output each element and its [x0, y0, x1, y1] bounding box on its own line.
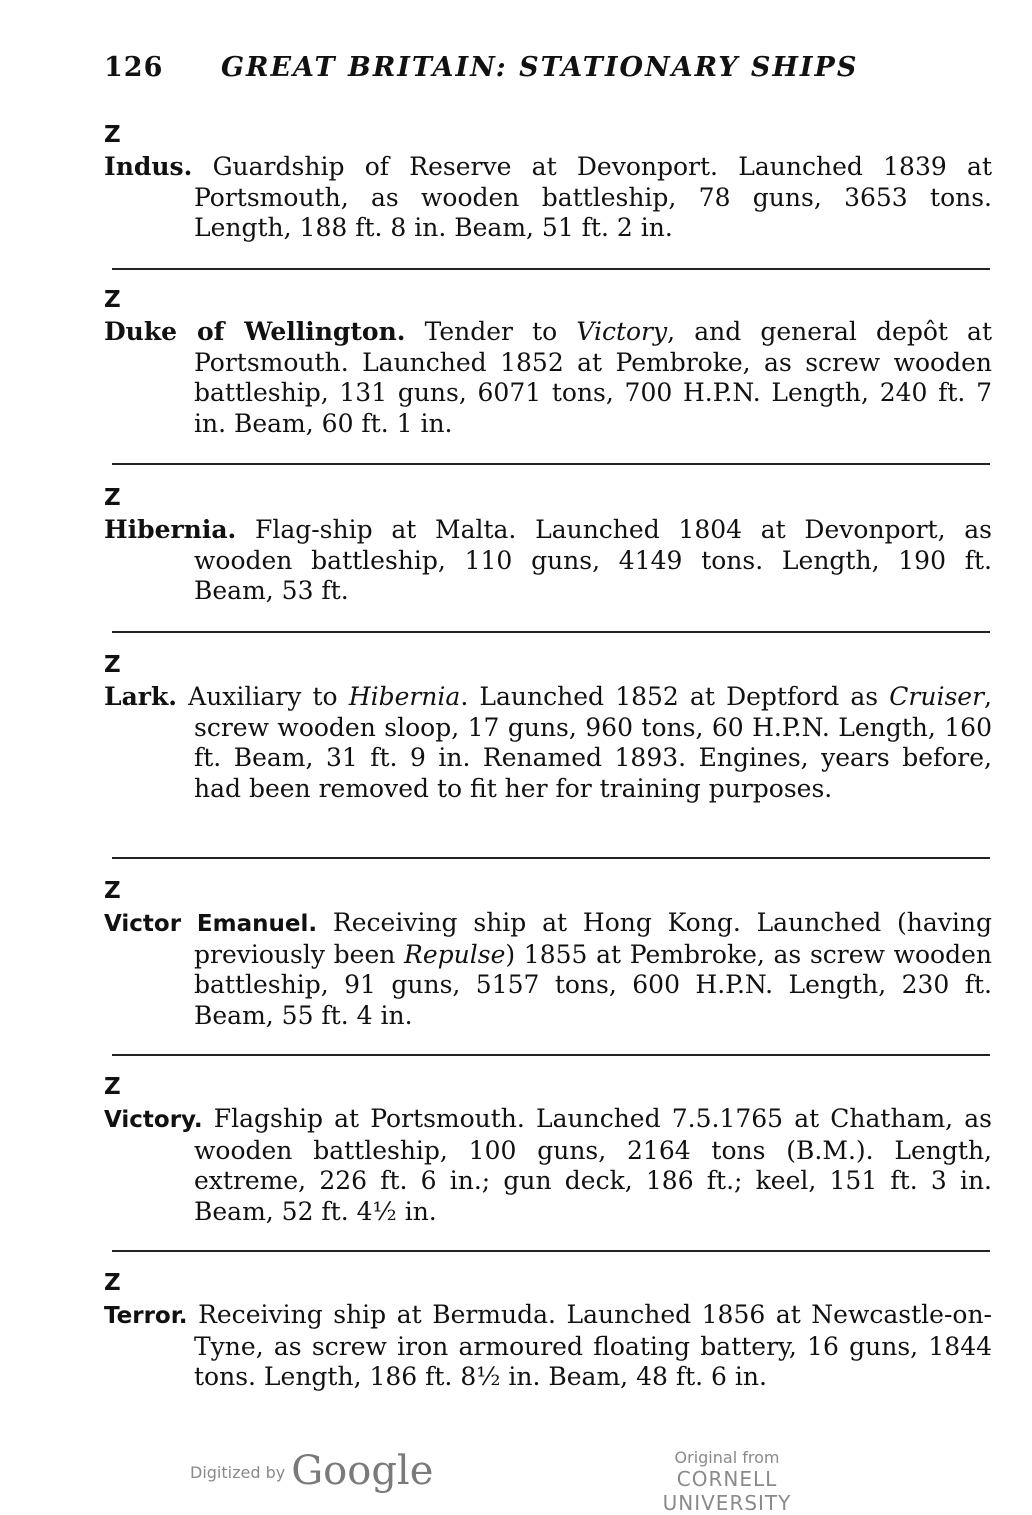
- entry-divider: [112, 268, 990, 270]
- entry-mark: Z: [104, 1074, 121, 1100]
- digitized-by-watermark: [190, 1448, 433, 1494]
- entry-description-cont: . Launched 1852 at Deptford as: [460, 682, 890, 711]
- ship-name: Hibernia.: [104, 515, 237, 544]
- entry-text: [104, 1104, 992, 1227]
- entry-mark: Z: [104, 287, 121, 313]
- entry-text: [104, 682, 992, 804]
- ship-entry-victor-emanuel: [104, 876, 992, 1031]
- ship-name: Duke of Wellington.: [104, 317, 406, 346]
- entry-description: Auxiliary to: [176, 682, 349, 711]
- ship-entry-terror: [104, 1268, 992, 1393]
- entry-description-end: , screw wooden sloop, 17 guns, 960 tons, 60 H.P.N. Length, 160 ft. Beam, 31 ft. 9 in. Renamed 1893. Engines, years before, had been removed to fit her for training purposes.: [194, 682, 992, 803]
- ship-entry-victory: [104, 1072, 992, 1227]
- original-from-label: Original from: [674, 1448, 780, 1467]
- ship-name: Victory.: [104, 1107, 203, 1133]
- digitized-by-label: Digitized by: [190, 1463, 286, 1482]
- ship-entry-duke-of-wellington: [104, 285, 992, 439]
- entry-description: Tender to: [405, 317, 577, 346]
- italic-former-name: Cruiser: [889, 682, 985, 711]
- entry-text: [104, 1300, 992, 1393]
- italic-former-name: Repulse: [404, 939, 506, 969]
- entry-description-cont: ) 1855 at Pembroke, as screw wooden battleship, 91 guns, 5157 tons, 600 H.P.N. Length, 230 ft. Beam, 55 ft. 4 in.: [194, 939, 992, 1030]
- entry-divider: [112, 631, 990, 633]
- entry-text: [104, 317, 992, 439]
- ship-name: Lark.: [104, 682, 177, 711]
- entry-description: Receiving ship at Bermuda. Launched 1856 at Newcastle-on-Tyne, as screw iron armoured floating battery, 16 guns, 1844 tons. Length, 186 ft. 8½ in. Beam, 48 ft. 6 in.: [187, 1300, 992, 1391]
- entry-description: Flagship at Portsmouth. Launched 7.5.1765 at Chatham, as wooden battleship, 100 guns, 2164 tons (B.M.). Length, extreme, 226 ft. 6 in.; gun deck, 186 ft.; keel, 151 ft. 3 in. Beam, 52 ft. 4½ in.: [194, 1104, 992, 1226]
- entry-mark: Z: [104, 485, 121, 511]
- google-logo: Google: [291, 1448, 434, 1494]
- page-number: 126: [104, 52, 164, 83]
- ship-entry-hibernia: [104, 483, 992, 607]
- entry-text: [104, 515, 992, 607]
- entry-text: [104, 908, 992, 1031]
- entry-divider: [112, 463, 990, 465]
- institution-name: CORNELL UNIVERSITY: [662, 1467, 792, 1515]
- entry-divider: [112, 1054, 990, 1056]
- entry-divider: [112, 1250, 990, 1252]
- entry-text: [104, 152, 992, 244]
- entry-mark: Z: [104, 878, 121, 904]
- entry-mark: Z: [104, 1270, 121, 1296]
- entry-divider: [112, 857, 990, 859]
- ship-entry-indus: [104, 120, 992, 244]
- italic-ship-name: Hibernia: [348, 682, 461, 711]
- ship-name: Victor Emanuel.: [104, 911, 318, 937]
- entry-description-cont: , and general depôt at Portsmouth. Launched 1852 at Pembroke, as screw wooden battleship, 131 guns, 6071 tons, 700 H.P.N. Length, 240 ft. 7 in. Beam, 60 ft. 1 in.: [194, 317, 992, 438]
- source-attribution: [622, 1448, 832, 1515]
- ship-entry-lark: [104, 650, 992, 804]
- entry-mark: Z: [104, 122, 121, 148]
- ship-name: Indus.: [104, 152, 193, 181]
- entry-description: Receiving ship at Hong Kong. Launched (having previously been: [194, 908, 992, 969]
- entry-description: Flag-ship at Malta. Launched 1804 at Devonport, as wooden battleship, 110 guns, 4149 tons. Length, 190 ft. Beam, 53 ft.: [194, 515, 992, 605]
- italic-ship-name: Victory: [576, 317, 668, 346]
- running-header: [104, 52, 994, 83]
- page-title: GREAT BRITAIN: STATIONARY SHIPS: [220, 52, 859, 83]
- entry-mark: Z: [104, 652, 121, 678]
- entry-description: Guardship of Reserve at Devonport. Launched 1839 at Portsmouth, as wooden battleship, 78 guns, 3653 tons. Length, 188 ft. 8 in. Beam, 51 ft. 2 in.: [192, 152, 992, 242]
- ship-name: Terror.: [104, 1303, 188, 1329]
